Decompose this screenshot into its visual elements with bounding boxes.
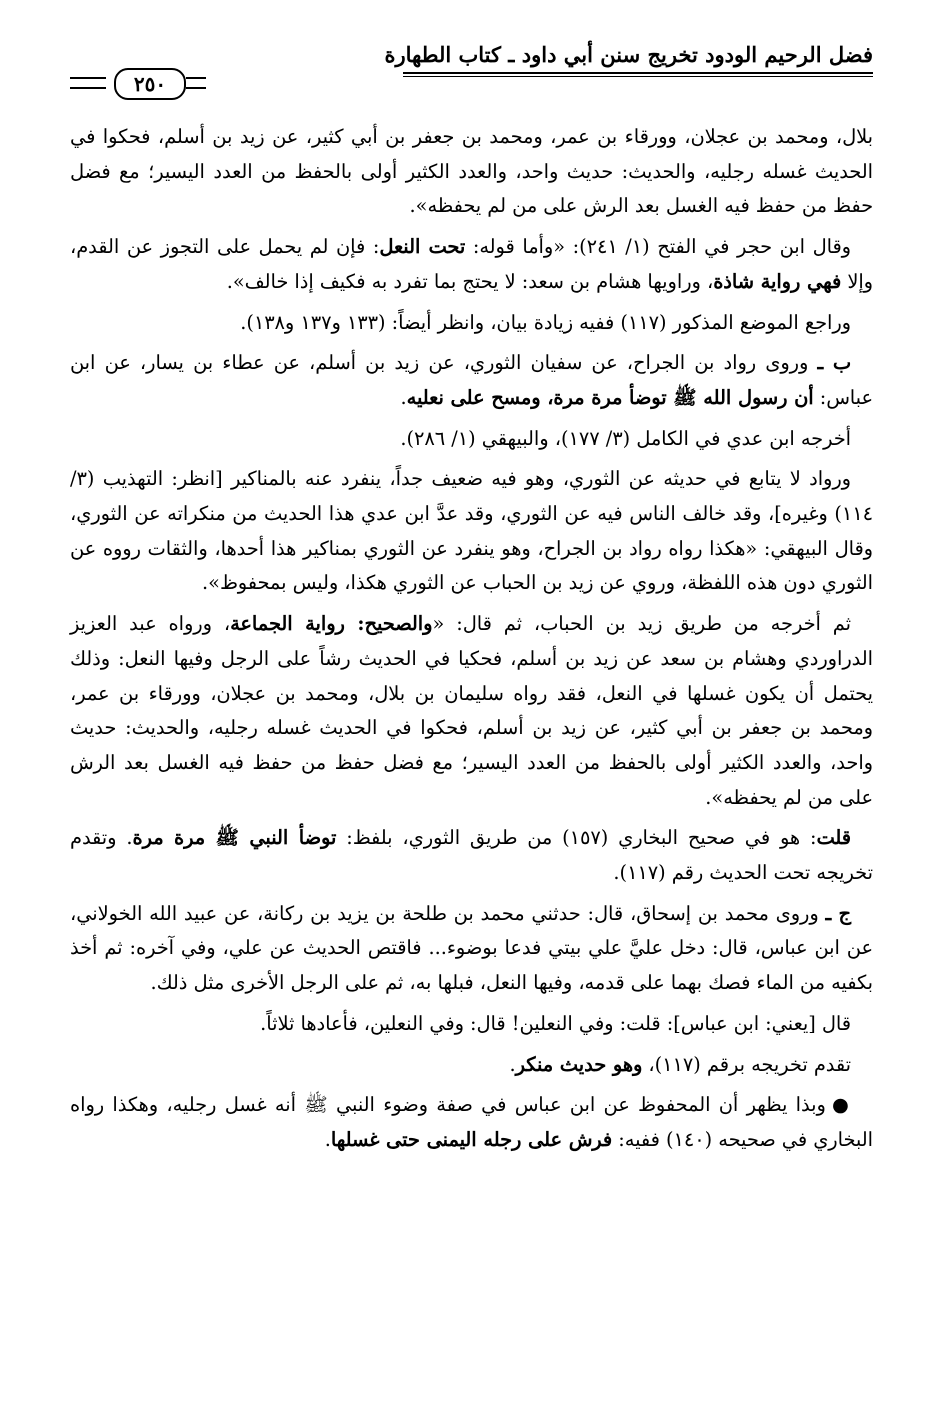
section-letter: ب ـ — [817, 351, 851, 375]
header-rule-thin — [403, 76, 873, 77]
paragraph — [70, 462, 873, 601]
paragraph-text: وروى محمد بن إسحاق، قال: حدثني محمد بن طلحة بن يزيد بن ركانة، عن عبيد الله الخولاني، عن ابن عباس، قال: دخل عليَّ علي بيتي فدعا بوضوء... فاقتص الحديث عن علي، وفي آخره: ثم أخذ بكفيه من الماء فصك بهما على قدمه، وفيها النعل، فبلها به، ثم على الرجل الأخرى مثل ذلك. — [70, 901, 873, 995]
paragraph-text: . — [324, 1127, 331, 1151]
section-letter: ج ـ — [825, 901, 852, 925]
paragraph-text: وبذا يظهر أن المحفوظ عن ابن عباس في صفة وضوء النبي ﷺ أنه غسل رجليه، وهكذا رواه البخاري في صحيحه (١٤٠) ففيه: — [70, 1093, 873, 1151]
paragraph — [70, 897, 873, 1001]
paragraph-text: . — [400, 385, 407, 409]
bold-phrase: أن رسول الله ﷺ توضأ مرة مرة، ومسح على نعليه — [406, 385, 814, 409]
ornament-lines-right — [186, 77, 206, 89]
bold-phrase: تحت النعل — [379, 235, 466, 259]
paragraph-text: ، ورواه عبد العزيز الدراوردي وهشام بن سعد عن زيد بن أسلم، فحكيا في الحديث رشاً على الرجل وفيها النعل: وذلك يحتمل أن يكون غسلها في النعل، فقد رواه سليمان بن بلال، ومحمد بن عجلان، وورقاء بن عمر، ومحمد بن جعفر بن أبي كثير، عن زيد بن أسلم، فحكوا في الحديث غسله رجليه، والحديث: حديث واحد، والعدد الكثير أولى بالحفظ من العدد اليسير؛ مع فضل حفظ من حفظ فيه الغسل بعد الرش على من لم يحفظه». — [70, 612, 873, 809]
paragraph — [70, 1088, 873, 1157]
paragraph-text: . — [509, 1052, 516, 1076]
paragraph — [70, 120, 873, 224]
paragraph-text: بلال، ومحمد بن عجلان، وورقاء بن عمر، ومحمد بن جعفر بن أبي كثير، عن زيد بن أسلم، فحكوا في الحديث غسله رجليه، والحديث: حديث واحد، والعدد الكثير أولى بالحفظ من العدد اليسير؛ مع فضل حفظ من حفظ فيه الغسل بعد الرش على من لم يحفظه». — [70, 125, 873, 218]
bold-phrase: فهي رواية شاذة — [713, 269, 842, 293]
paragraph-text: ورواد لا يتابع في حديثه عن الثوري، وهو فيه ضعيف جداً، ينفرد عنه بالمناكير [انظر: التهذيب (٣/ ١١٤) وغيره]، وقد خالف الناس فيه عن الثوري، وقد عدَّ ابن عدي هذا الحديث من منكراته عن الثوري، وقال البيهقي: «هكذا رواه رواد بن الجراح، وهو ينفرد عن الثوري بمناكير هذا أحدها، والثقات رووه عن الثوري دون هذه اللفظة، وروي عن زيد بن الحباب عن الثوري هكذا، وليس بمحفوظ». — [70, 467, 873, 595]
header-title: فضل الرحيم الودود تخريج سنن أبي داود ـ كتاب الطهارة — [384, 42, 873, 67]
paragraph-text: . وتقدم تخريجه تحت الحديث رقم (١١٧). — [70, 826, 873, 885]
paragraph-text: وروى رواد بن الجراح، عن سفيان الثوري، عن زيد بن أسلم، عن عطاء بن يسار، عن ابن عباس: — [70, 351, 873, 409]
paragraph — [70, 1048, 873, 1083]
paragraph — [70, 1007, 873, 1042]
paragraph-text: ثم أخرجه من طريق زيد بن الحباب، ثم قال: « — [432, 612, 852, 636]
bold-phrase: توضأ النبي ﷺ مرة مرة — [132, 826, 337, 850]
bullet-icon: ● — [831, 1093, 852, 1117]
paragraph — [70, 607, 873, 815]
running-header — [70, 42, 873, 96]
bold-phrase: وهو حديث منكر — [515, 1052, 643, 1076]
ornament-lines-left — [70, 77, 106, 89]
paragraph-text: : فإن لم يحمل على التجوز عن القدم، وإلا — [70, 235, 873, 293]
page-number-ornament — [70, 66, 190, 100]
paragraph-text: أخرجه ابن عدي في الكامل (٣/ ١٧٧)، والبيهقي (١/ ٢٨٦). — [400, 426, 851, 450]
paragraph-text: قال [يعني: ابن عباس]: قلت: وفي النعلين! قال: وفي النعلين، فأعادها ثلاثاً. — [260, 1011, 851, 1035]
paragraph-text: ، وراويها هشام بن سعد: لا يحتج بما تفرد به فكيف إذا خالف». — [226, 269, 714, 293]
bold-phrase: والصحيح: رواية الجماعة — [230, 612, 433, 636]
header-rule — [403, 72, 873, 74]
bold-phrase: قلت — [816, 826, 852, 850]
book-page — [70, 0, 873, 1402]
paragraph — [70, 230, 873, 299]
paragraph-text: وراجع الموضع المذكور (١١٧) ففيه زيادة بيان، وانظر أيضاً: (١٣٣ و١٣٧ و١٣٨). — [240, 310, 851, 334]
paragraph-text: وقال ابن حجر في الفتح (١/ ٢٤١): «وأما قوله: — [465, 235, 851, 259]
paragraph — [70, 422, 873, 457]
body-text — [70, 120, 873, 1164]
paragraph — [70, 821, 873, 890]
paragraph — [70, 346, 873, 415]
bold-phrase: فرش على رجله اليمنى حتى غسلها — [330, 1127, 613, 1151]
paragraph-text: تقدم تخريجه برقم (١١٧)، — [642, 1052, 851, 1076]
paragraph-text: : هو في صحيح البخاري (١٥٧) من طريق الثوري، بلفظ: — [336, 826, 817, 850]
page-number: ٢٥٠ — [114, 68, 186, 100]
paragraph — [70, 306, 873, 341]
